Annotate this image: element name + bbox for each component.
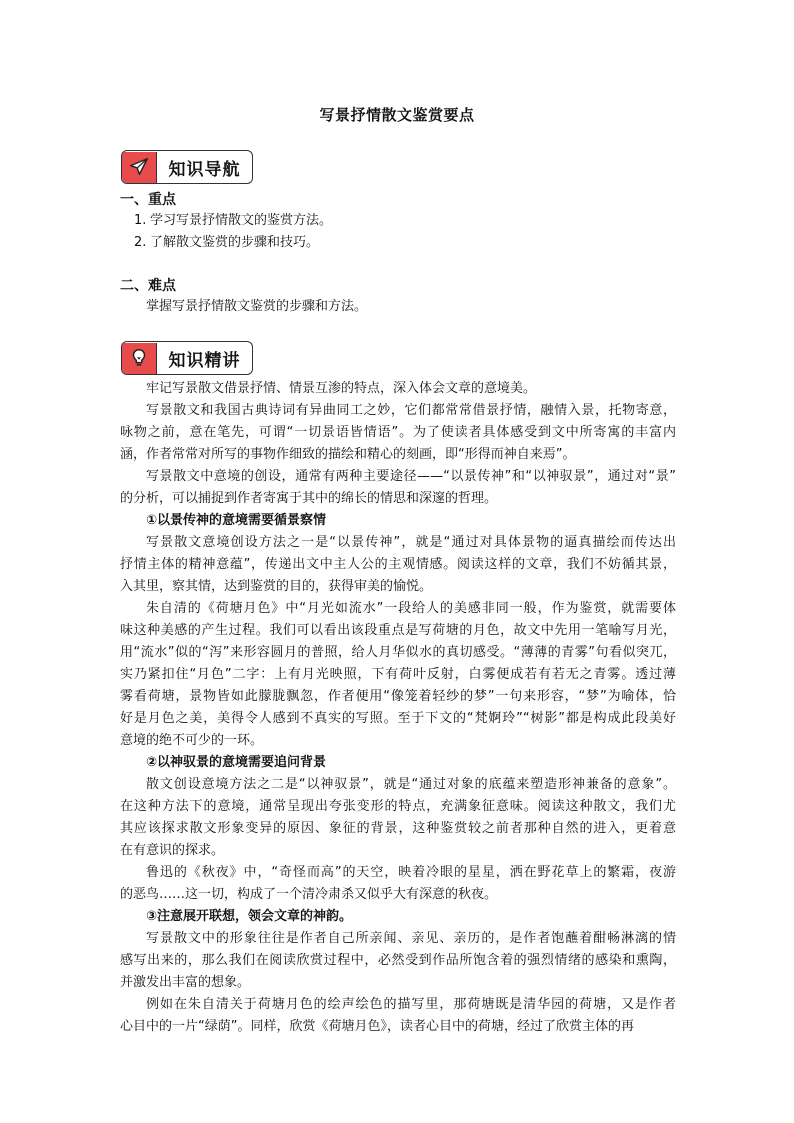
text-line: 写景散文中的形象往往是作者自己所亲闻、亲见、亲历的，是作者饱蘸着酣畅淋漓的情 xyxy=(146,931,676,946)
text-line: ③注意展开联想，领会文章的神韵。 xyxy=(146,909,353,924)
list-item: 2. 了解散文鉴赏的步骤和技巧。 xyxy=(134,235,320,250)
text-line: 在有意识的探求。 xyxy=(120,843,225,858)
badge-label: 知识导航 xyxy=(168,159,241,180)
text-line: 其应该探求散文形象变异的原因、象征的背景，这种鉴赏较之前者那种自然的进入，更着意 xyxy=(120,821,676,836)
text-line: 朱自清的《荷塘月色》中“月光如流水”一段给人的美感非同一般，作为鉴赏，就需要体 xyxy=(146,601,676,616)
paragraph xyxy=(120,928,676,994)
text-line: 好是月色之美，美得令人感到不真实的写照。至于下文的“梵婀玲”“树影”都是构成此段美好 xyxy=(120,711,676,726)
paragraph xyxy=(120,378,676,400)
text-line: 在这种方法下的意境，通常呈现出夸张变形的特点，充满象征意味。阅读这种散文，我们尤 xyxy=(120,799,676,814)
subheading xyxy=(120,510,676,532)
paragraph xyxy=(120,400,676,466)
difficulty-text: 掌握写景抒情散文鉴赏的步骤和方法。 xyxy=(146,299,368,314)
knowledge-nav-badge xyxy=(121,150,253,184)
page-title: 写景抒情散文鉴赏要点 xyxy=(319,106,475,124)
list-item: 1. 学习写景抒情散文的鉴赏方法。 xyxy=(134,213,333,228)
paragraph xyxy=(120,532,676,598)
text-line: 涵，作者常常对所写的事物作细致的描绘和精心的刻画，即“形得而神自来焉”。 xyxy=(120,447,576,462)
paragraph xyxy=(120,598,676,752)
subheading xyxy=(120,752,676,774)
paragraph xyxy=(120,862,676,906)
text-line: 并激发出丰富的想象。 xyxy=(120,975,251,990)
text-line: 写景散文中意境的创设，通常有两种主要途径——“以景传神”和“以神驭景”，通过对“景” xyxy=(146,469,676,484)
text-line: ②以神驭景的意境需要追问背景 xyxy=(146,755,327,770)
section-heading-key-points: 一、重点 xyxy=(120,192,176,208)
lightbulb-icon xyxy=(122,343,157,374)
text-line: 用“流水”似的“泻”来形容圆月的普照，给人月华似水的真切感受。“薄薄的青雾”句看似突兀， xyxy=(120,645,676,660)
text-line: 感写出来的，那么我们在阅读欣赏过程中，必然受到作品所饱含着的强烈情绪的感染和熏陶， xyxy=(120,953,676,968)
text-line: 意境的绝不可少的一环。 xyxy=(120,733,264,748)
text-line: ①以景传神的意境需要循景察情 xyxy=(146,513,327,528)
paper-plane-icon xyxy=(122,152,157,183)
text-line: 写景散文和我国古典诗词有异曲同工之妙，它们都常常借景抒情，融情入景，托物寄意， xyxy=(146,403,676,418)
paragraph xyxy=(120,466,676,510)
text-line: 实乃紧扣住“月色”二字：上有月光映照，下有荷叶反射，白雾便成若有若无之青雾。透过薄 xyxy=(120,667,676,682)
text-line: 的分析，可以捕捉到作者寄寓于其中的绵长的情思和深邃的哲理。 xyxy=(120,491,498,506)
badge-label: 知识精讲 xyxy=(168,350,241,371)
text-line: 散文创设意境方法之二是“以神驭景”，就是“通过对象的底蕴来塑造形神兼备的意象”。 xyxy=(146,777,676,792)
body-text xyxy=(120,378,676,1038)
text-line: 雾看荷塘，景物皆如此朦胧飘忽，作者便用“像笼着轻纱的梦”一句来形容，“梦”为喻体，恰 xyxy=(120,689,676,704)
text-line: 的恶鸟……这一切，构成了一个清冷肃杀又似乎大有深意的秋夜。 xyxy=(120,887,498,902)
text-line: 咏物之前，意在笔先，可谓“一切景语皆情语”。为了使读者具体感受到文中所寄寓的丰富内 xyxy=(120,425,676,440)
knowledge-explain-badge xyxy=(121,341,253,375)
text-line: 抒情主体的精神意蕴”，传递出文中主人公的主观情感。阅读这样的文章，我们不妨循其景， xyxy=(120,557,676,572)
text-line: 牢记写景散文借景抒情、情景互渗的特点，深入体会文章的意境美。 xyxy=(146,381,537,396)
text-line: 入其里，察其情，达到鉴赏的目的，获得审美的愉悦。 xyxy=(120,579,433,594)
text-line: 鲁迅的《秋夜》中，“奇怪而高”的天空，映着冷眼的星星，洒在野花草上的繁霜，夜游 xyxy=(146,865,676,880)
paragraph xyxy=(120,994,676,1038)
paragraph xyxy=(120,774,676,862)
text-line: 写景散文意境创设方法之一是“以景传神”，就是“通过对具体景物的逼真描绘而传达出 xyxy=(146,535,676,550)
text-line: 味这种美感的产生过程。我们可以看出该段重点是写荷塘的月色，故文中先用一笔喻写月光， xyxy=(120,623,676,638)
section-heading-difficulty: 二、难点 xyxy=(120,278,176,294)
subheading xyxy=(120,906,676,928)
text-line: 心目中的一片“绿荫”。同样，欣赏《荷塘月色》，读者心目中的荷塘，经过了欣赏主体的再 xyxy=(120,1019,634,1034)
text-line: 例如在朱自清关于荷塘月色的绘声绘色的描写里，那荷塘既是清华园的荷塘，又是作者 xyxy=(146,997,676,1012)
